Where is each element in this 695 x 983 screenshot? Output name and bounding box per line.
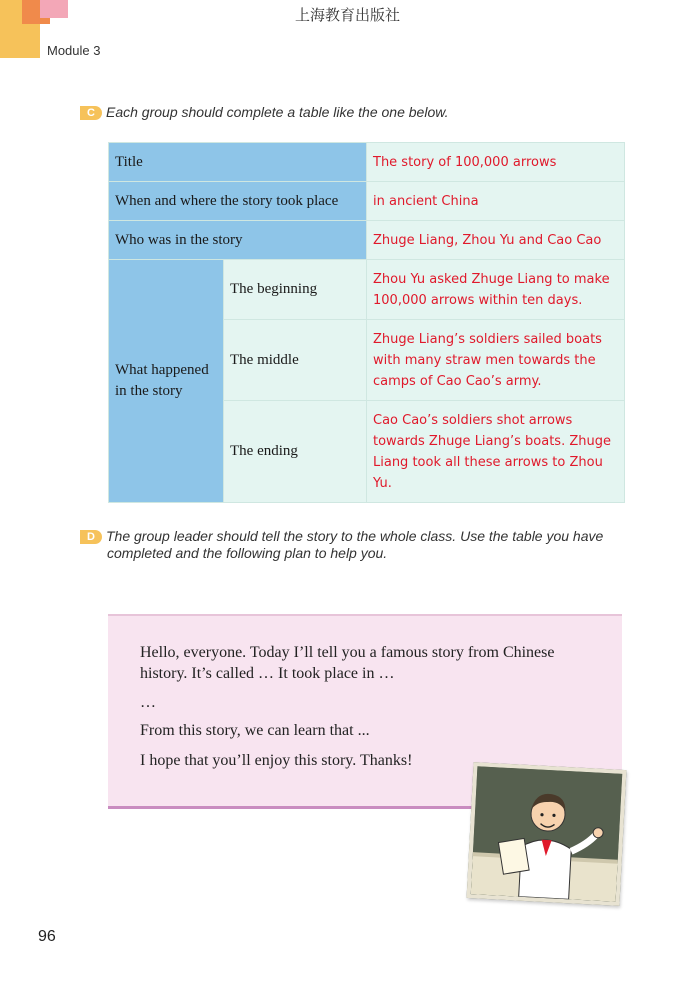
beginning-value-cell: Zhou Yu asked Zhuge Liang to make 100,000 arrows within ten days. (367, 260, 625, 320)
who-label-cell: Who was in the story (109, 221, 367, 260)
when-label-cell: When and where the story took place (109, 182, 367, 221)
task-c-badge: C (80, 106, 102, 120)
task-c-instruction (80, 104, 448, 121)
task-d-instruction (80, 528, 610, 562)
plan-line-1: Hello, everyone. Today I’ll tell you a famous story from Chinese (140, 644, 555, 661)
story-table (108, 142, 625, 503)
presenter-figure-icon (471, 766, 623, 901)
table-row (109, 143, 625, 182)
table-row (109, 260, 625, 320)
middle-label-cell: The middle (224, 320, 367, 401)
plan-line-2: history. It’s called … It took place in … (140, 665, 395, 682)
task-d-line2: completed and the following plan to help you. (107, 545, 388, 561)
middle-value-cell: Zhuge Liang’s soldiers sailed boats with many straw men towards the camps of Cao Cao’s army. (367, 320, 625, 401)
table-row (109, 182, 625, 221)
beginning-label-cell: The beginning (224, 260, 367, 320)
publisher-header: 上海教育出版社 (294, 6, 400, 24)
plan-line-5: I hope that you’ll enjoy this story. Thanks! (140, 752, 413, 769)
when-value-cell: in ancient China (367, 182, 625, 221)
what-label-cell: What happened in the story (109, 260, 224, 503)
module-label: Module 3 (47, 43, 101, 58)
task-d-line1: The group leader should tell the story to the whole class. Use the table you have (106, 528, 604, 544)
task-d-badge: D (80, 530, 102, 544)
ending-label-cell: The ending (224, 401, 367, 503)
task-c-text: Each group should complete a table like the one below. (106, 104, 449, 120)
plan-line-3: … (140, 694, 156, 711)
table-row (109, 221, 625, 260)
page-number: 96 (38, 928, 56, 945)
title-label-cell: Title (109, 143, 367, 182)
student-speaker-illustration (467, 762, 627, 906)
ending-value-cell: Cao Cao’s soldiers shot arrows towards Zhuge Liang’s boats. Zhuge Liang took all these arrows to Zhou Yu. (367, 401, 625, 503)
who-value-cell: Zhuge Liang, Zhou Yu and Cao Cao (367, 221, 625, 260)
plan-line-4: From this story, we can learn that ... (140, 722, 370, 739)
title-value-cell: The story of 100,000 arrows (367, 143, 625, 182)
